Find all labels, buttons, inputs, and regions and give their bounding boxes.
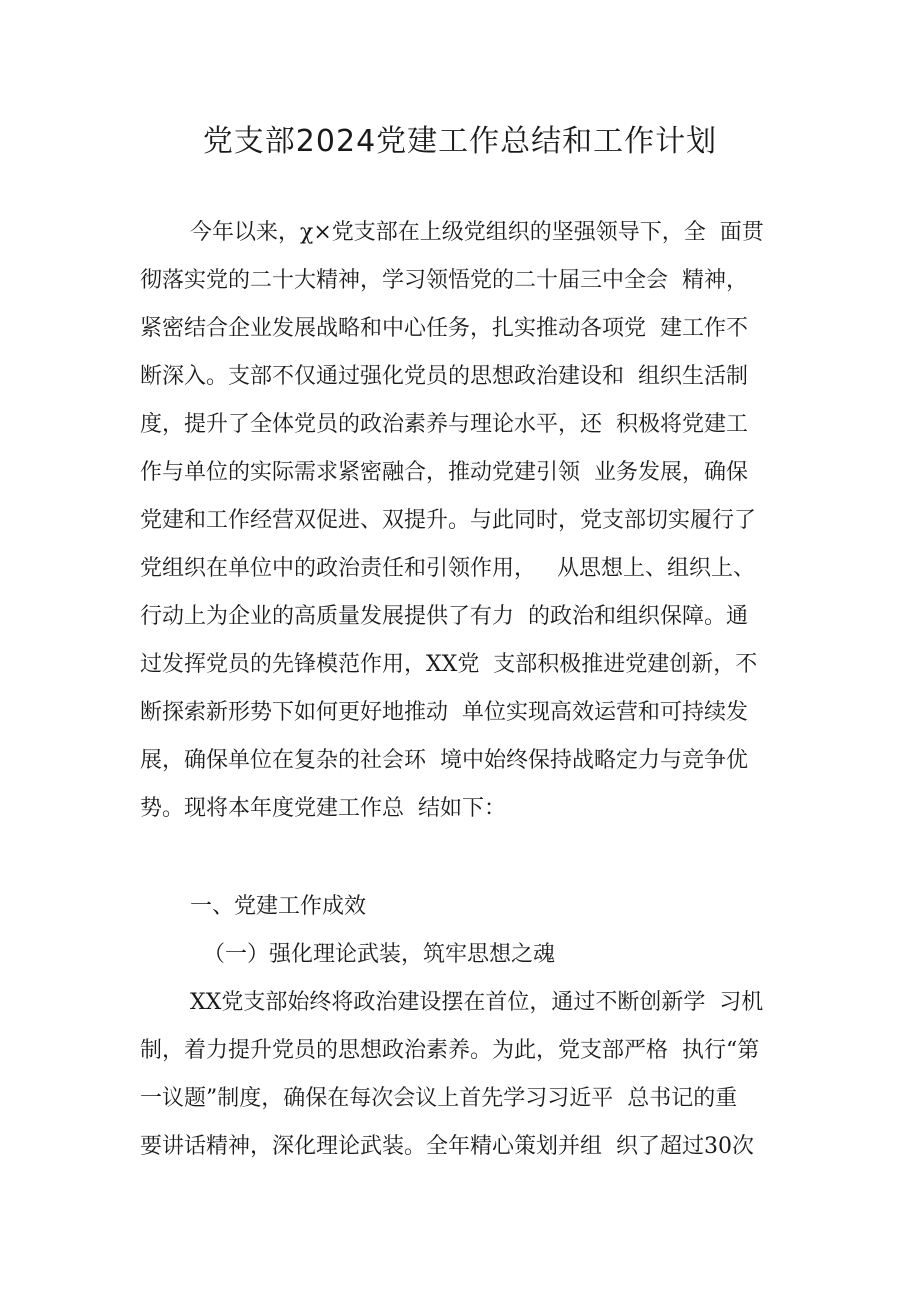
subsection-heading: （一）强化理论武装，筑牢思想之魂 [203, 942, 556, 967]
intro-line: 紧密结合企业发展战略和中心任务，扎实推动各项党 建工作不 [140, 316, 748, 341]
intro-line: 作与单位的实际需求紧密融合，推动党建引领 业务发展，确保 [140, 460, 748, 485]
intro-line: 彻落实党的二十大精神，学习领悟党的二十届三中全会 精神， [140, 268, 748, 293]
body-line: XX党支部始终将政治建设摆在首位，通过不断创新学 习机 [190, 990, 764, 1015]
section-heading: 一、党建工作成效 [190, 894, 367, 919]
body-line: 制，着力提升党员的思想政治素养。为此，党支部严格 执行“第 [140, 1038, 760, 1063]
intro-line: 势。现将本年度党建工作总 结如下： [140, 796, 506, 821]
intro-line: 行动上为企业的高质量发展提供了有力 的政治和组织保障。通 [140, 604, 748, 629]
body-line: 要讲话精神，深化理论武装。全年精心策划并组 织了超过30次 [140, 1134, 754, 1159]
intro-line: 度，提升了全体党员的政治素养与理论水平，还 积极将党建工 [140, 412, 748, 437]
intro-line: 过发挥党员的先锋模范作用，XX党 支部积极推进党建创新，不 [140, 652, 758, 677]
intro-line: 展，确保单位在复杂的社会环 境中始终保持战略定力与竞争优 [140, 748, 748, 773]
intro-line: 断探索新形势下如何更好地推动 单位实现高效运营和可持续发 [140, 700, 748, 725]
document-title: 党支部2024党建工作总结和工作计划 [202, 124, 718, 159]
intro-line: 党组织在单位中的政治责任和引领作用， 从思想上、组织上、 [140, 556, 755, 581]
intro-line: 今年以来，χ×党支部在上级党组织的坚强领导下，全 面贯 [190, 220, 764, 245]
body-line: 一议题”制度，确保在每次会议上首先学习习近平 总书记的重 [140, 1086, 738, 1111]
intro-line: 党建和工作经营双促进、双提升。与此同时，党支部切实履行了 [140, 508, 757, 533]
intro-line: 断深入。支部不仅通过强化党员的思想政治建设和 组织生活制 [140, 364, 748, 389]
